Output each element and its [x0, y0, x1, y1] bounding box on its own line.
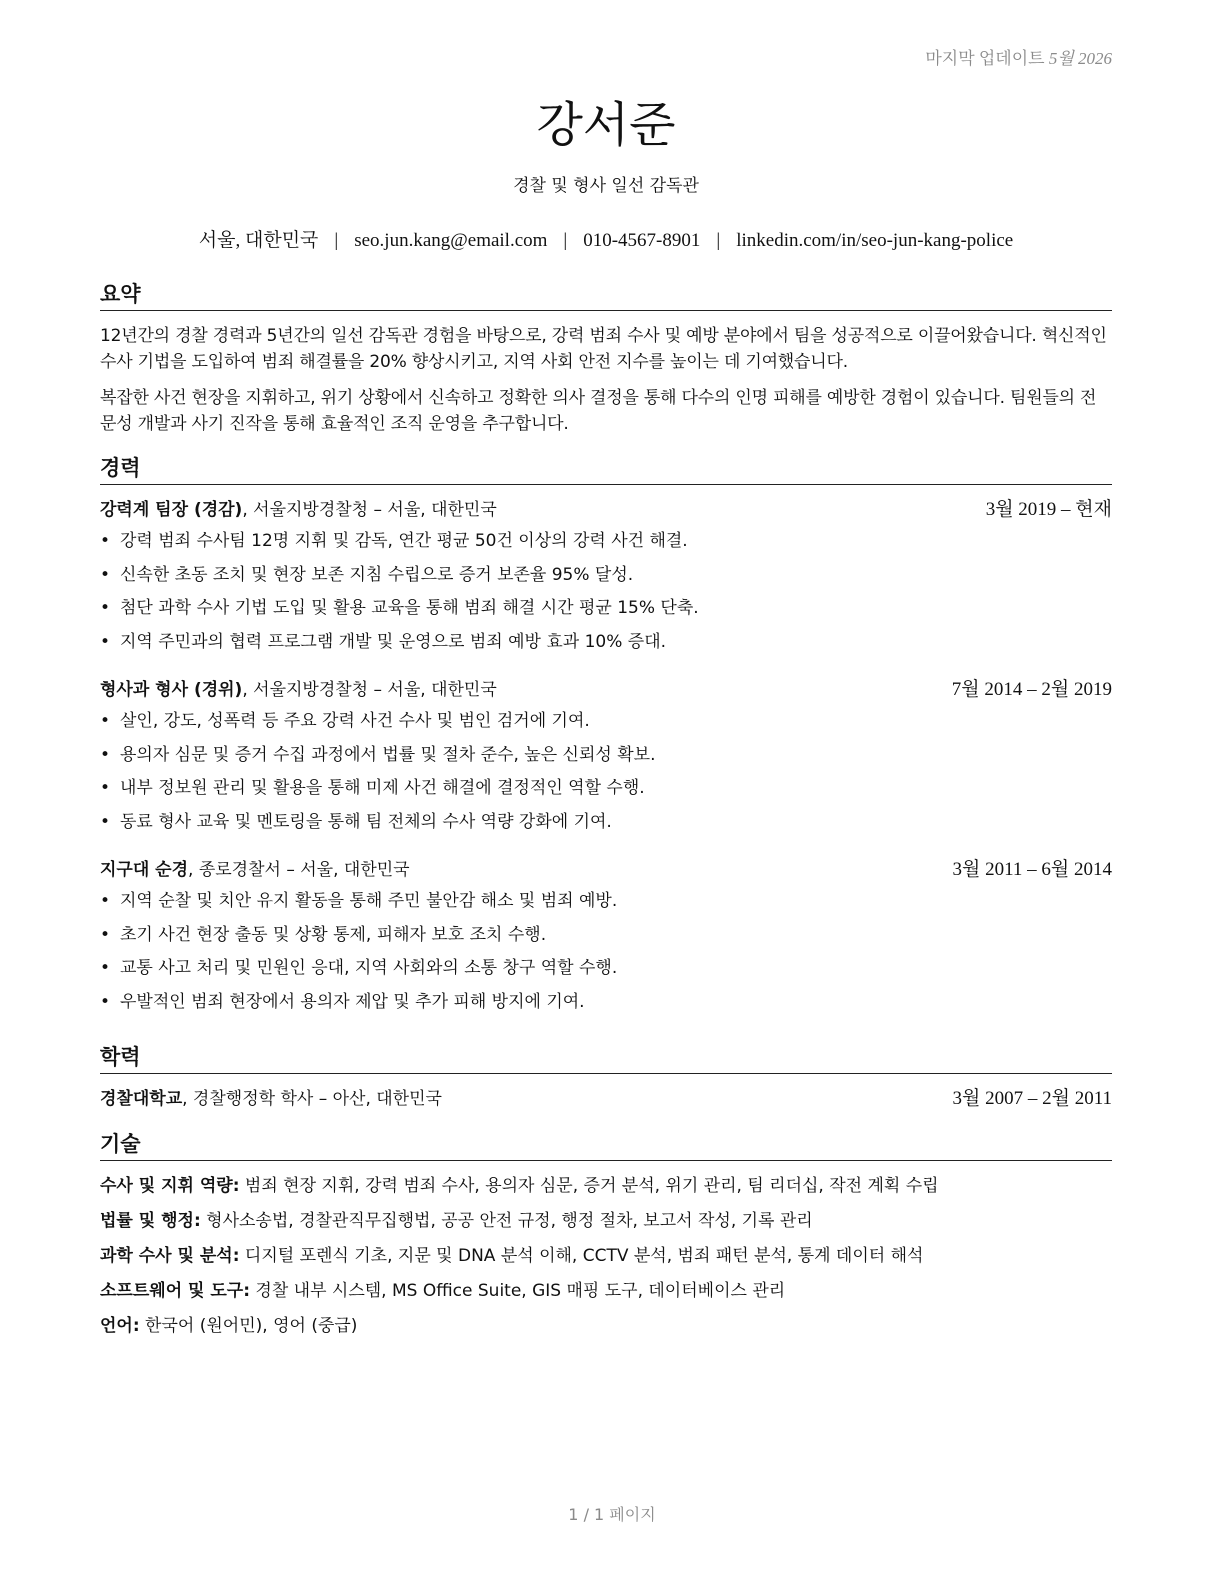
contact-separator: | — [716, 230, 721, 251]
education-dates: 3월 2007 – 2월 2011 — [952, 1088, 1112, 1109]
job-role: 지구대 순경 — [100, 860, 189, 880]
last-updated: 마지막 업데이트 5월 2026 — [925, 49, 1112, 68]
degree-detail: , 경찰행정학 학사 – 아산, 대한민국 — [182, 1089, 442, 1109]
job-dates: 3월 2011 – 6월 2014 — [952, 859, 1112, 880]
job-role: 강력계 팀장 (경감) — [100, 500, 243, 520]
list-item: • 첨단 과학 수사 기법 도입 및 활용 교육을 통해 범죄 해결 시간 평균 15% 단축. — [100, 598, 699, 618]
job-org: , 종로경찰서 – 서울, 대한민국 — [188, 860, 410, 880]
candidate-title: 경찰 및 형사 일선 감독관 — [513, 176, 699, 196]
section-title-experience: 경력 — [100, 452, 1112, 485]
job-bullets — [100, 525, 1112, 659]
list-item: • 내부 정보원 관리 및 활용을 통해 미제 사건 해결에 결정적인 역할 수행. — [100, 778, 645, 798]
job-org: , 서울지방경찰청 – 서울, 대한민국 — [242, 500, 497, 520]
skill-row: 소프트웨어 및 도구: 경찰 내부 시스템, MS Office Suite, GIS 매핑 도구, 데이터베이스 관리 — [100, 1281, 786, 1301]
skill-row: 언어: 한국어 (원어민), 영어 (중급) — [100, 1316, 358, 1336]
job-role: 형사과 형사 (경위) — [100, 680, 243, 700]
job-bullets — [100, 885, 1112, 1019]
contact-phone: 010-4567-8901 — [583, 230, 701, 251]
job-entry — [100, 495, 1112, 659]
education-section — [100, 1041, 1112, 1114]
contact-line — [100, 225, 1112, 252]
job-bullets — [100, 705, 1112, 839]
page-number: 1 / 1 페이지 — [568, 1505, 656, 1524]
section-title-skills: 기술 — [100, 1128, 1112, 1161]
section-title-education: 학력 — [100, 1041, 1112, 1074]
contact-location: 서울, 대한민국 — [198, 230, 319, 251]
school-name: 경찰대학교 — [100, 1089, 183, 1109]
education-entry — [100, 1084, 1112, 1114]
summary-section — [100, 278, 1112, 437]
skills-section — [100, 1128, 1112, 1344]
job-org: , 서울지방경찰청 – 서울, 대한민국 — [242, 680, 497, 700]
summary-paragraph: 12년간의 경찰 경력과 5년간의 일선 감독관 경험을 바탕으로, 강력 범죄 수사 및 예방 분야에서 팀을 성공적으로 이끌어왔습니다. 혁신적인 수사 기법을 도입하여 범죄 해결률을 20% 향상시키고, 지역 사회 안전 지수를 높이는 데 기여했습니다. — [100, 326, 1107, 372]
skill-row: 과학 수사 및 분석: 디지털 포렌식 기초, 지문 및 DNA 분석 이해, CCTV 분석, 범죄 패턴 분석, 통계 데이터 해석 — [100, 1246, 924, 1266]
job-entry — [100, 675, 1112, 839]
list-item: • 살인, 강도, 성폭력 등 주요 강력 사건 수사 및 범인 검거에 기여. — [100, 711, 590, 731]
list-item: • 교통 사고 처리 및 민원인 응대, 지역 사회와의 소통 창구 역할 수행. — [100, 958, 618, 978]
list-item: • 지역 주민과의 협력 프로그램 개발 및 운영으로 범죄 예방 효과 10% 증대. — [100, 631, 667, 652]
list-item: • 지역 순찰 및 치안 유지 활동을 통해 주민 불안감 해소 및 범죄 예방. — [100, 891, 618, 911]
job-header — [100, 495, 1112, 525]
list-item: • 강력 범죄 수사팀 12명 지휘 및 감독, 연간 평균 50건 이상의 강력 사건 해결. — [100, 531, 688, 551]
list-item: • 초기 사건 현장 출동 및 상황 통제, 피해자 보호 조치 수행. — [100, 924, 547, 945]
list-item: • 용의자 심문 및 증거 수집 과정에서 법률 및 절차 준수, 높은 신뢰성 확보. — [100, 744, 656, 765]
experience-section — [100, 452, 1112, 1019]
job-header — [100, 675, 1112, 705]
contact-linkedin[interactable]: linkedin.com/in/seo-jun-kang-police — [736, 230, 1014, 251]
job-dates: 7월 2014 – 2월 2019 — [951, 679, 1112, 700]
job-dates: 3월 2019 – 현재 — [985, 499, 1112, 520]
contact-separator: | — [563, 230, 568, 251]
summary-paragraph: 복잡한 사건 현장을 지휘하고, 위기 상황에서 신속하고 정확한 의사 결정을 통해 다수의 인명 피해를 예방한 경험이 있습니다. 팀원들의 전문성 개발과 사기 진작을 통해 효율적인 조직 운영을 추구합니다. — [100, 388, 1097, 434]
job-entry — [100, 855, 1112, 1019]
skill-row: 법률 및 행정: 형사소송법, 경찰관직무집행법, 공공 안전 규정, 행정 절차, 보고서 작성, 기록 관리 — [100, 1211, 813, 1231]
contact-separator: | — [334, 230, 339, 251]
contact-email[interactable]: seo.jun.kang@email.com — [354, 230, 548, 251]
list-item: • 신속한 초동 조치 및 현장 보존 지침 수립으로 증거 보존율 95% 달성. — [100, 564, 634, 585]
list-item: • 동료 형사 교육 및 멘토링을 통해 팀 전체의 수사 역량 강화에 기여. — [100, 811, 612, 832]
candidate-name: 강서준 — [536, 97, 676, 153]
skill-row: 수사 및 지휘 역량: 범죄 현장 지휘, 강력 범죄 수사, 용의자 심문, 증거 분석, 위기 관리, 팀 리더십, 작전 계획 수립 — [100, 1176, 939, 1196]
list-item: • 우발적인 범죄 현장에서 용의자 제압 및 추가 피해 방지에 기여. — [100, 991, 585, 1012]
section-title-summary: 요약 — [100, 278, 1112, 311]
job-header — [100, 855, 1112, 885]
